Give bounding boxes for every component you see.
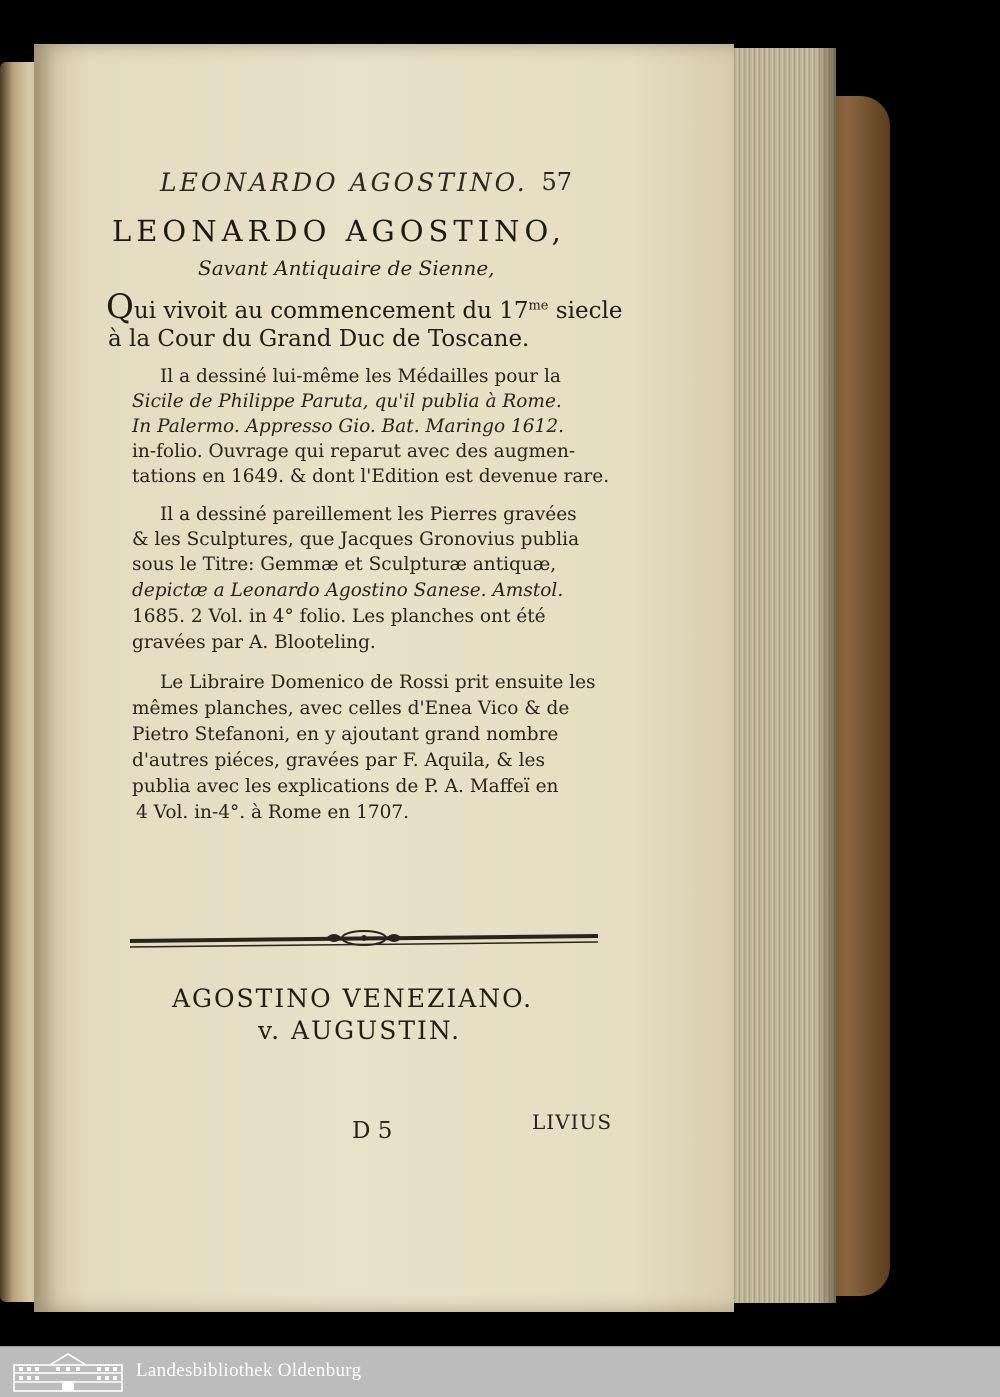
paragraph-line: Sicile de Philippe Paruta, qu'il publia à Rome. xyxy=(132,391,562,412)
paragraph-line: d'autres piéces, gravées par F. Aquila, & les xyxy=(132,750,545,771)
paragraph-line: publia avec les explications de P. A. Maffeï en xyxy=(132,776,559,797)
footer-bar xyxy=(0,1346,1000,1397)
paragraph-line: Pietro Stefanoni, en y ajoutant grand nombre xyxy=(132,724,559,745)
paragraph-line: 4 Vol. in-4°. à Rome en 1707. xyxy=(136,802,410,823)
paragraph-line: gravées par A. Blooteling. xyxy=(132,632,376,653)
paragraph-line: depictæ a Leonardo Agostino Sanese. Amstol. xyxy=(132,580,564,601)
paragraph-line: Le Libraire Domenico de Rossi prit ensuite les xyxy=(160,672,596,693)
page-block-edges xyxy=(724,48,836,1303)
paragraph-line: Il a dessiné pareillement les Pierres gravées xyxy=(160,504,577,525)
next-entry-title: AGOSTINO VENEZIANO. xyxy=(172,984,534,1013)
next-entry-reference: v. AUGUSTIN. xyxy=(258,1016,462,1045)
paragraph-line: In Palermo. Appresso Gio. Bat. Maringo 1612. xyxy=(132,416,564,437)
intro-line-2: à la Cour du Grand Duc de Toscane. xyxy=(108,326,530,352)
page-number: 57 xyxy=(541,168,572,196)
paragraph-line: tations en 1649. & dont l'Edition est devenue rare. xyxy=(132,466,610,487)
library-building-icon xyxy=(12,1351,124,1393)
library-name: Landesbibliothek Oldenburg xyxy=(136,1360,362,1381)
catchword: LIVIUS xyxy=(532,1110,613,1134)
paragraph-line: mêmes planches, avec celles d'Enea Vico & de xyxy=(132,698,570,719)
paragraph-line: sous le Titre: Gemmæ et Sculpturæ antiquæ, xyxy=(132,554,557,575)
paragraph-line: in-folio. Ouvrage qui reparut avec des augmen- xyxy=(132,441,576,462)
running-head xyxy=(160,168,580,208)
paragraph-line: & les Sculptures, que Jacques Gronovius publia xyxy=(132,529,580,550)
paragraph-line: 1685. 2 Vol. in 4° folio. Les planches ont été xyxy=(132,606,546,627)
entry-title: LEONARDO AGOSTINO, xyxy=(112,214,566,248)
ornamental-rule xyxy=(128,926,600,952)
intro-line-1: Qui vivoit au commencement du $17^{me}$ siecle xyxy=(106,287,623,327)
drop-cap: Q xyxy=(106,287,134,327)
facing-page-edge xyxy=(0,62,38,1302)
entry-subtitle: Savant Antiquaire de Sienne, xyxy=(198,256,495,280)
paragraph-line: Il a dessiné lui-même les Médailles pour la xyxy=(160,366,561,387)
running-head-title: LEONARDO AGOSTINO. xyxy=(160,168,528,197)
signature-mark: D 5 xyxy=(352,1118,393,1144)
